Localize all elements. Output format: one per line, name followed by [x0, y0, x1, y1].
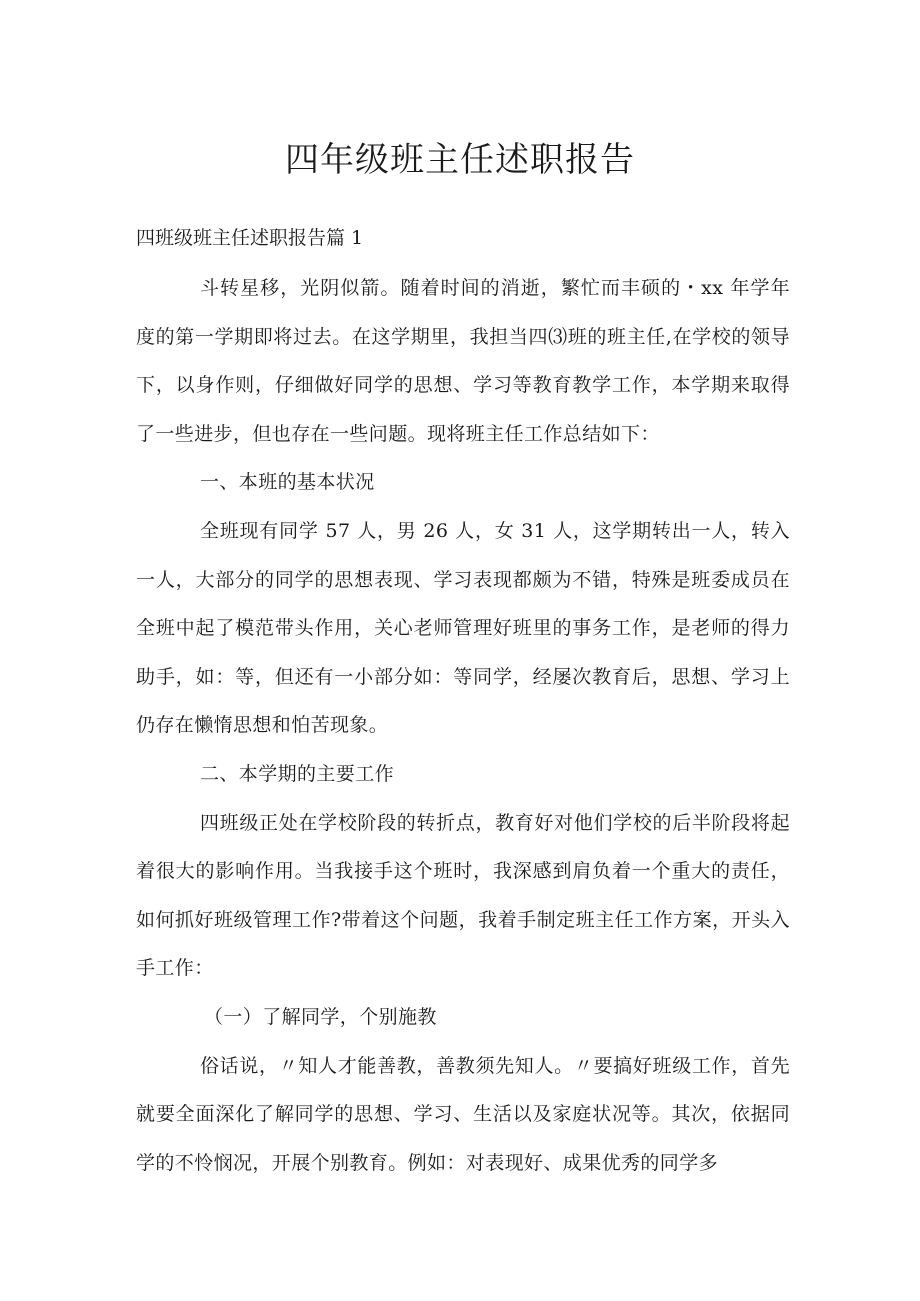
know-students-paragraph: 俗话说，〃知人才能善教，善教须先知人。〃要搞好班级工作，首先就要全面深化了解同学的思想、学习、生活以及家庭状况等。其次，依据同学的不怜悯况，开展个别教育。例如：对表现好、成果优秀的同学多 — [136, 1054, 790, 1174]
intro-paragraph: 斗转星移，光阴似箭。随着时间的消逝，繁忙而丰硕的・xx 年学年度的第一学期即将过去。在这学期里，我担当四⑶班的班主任,在学校的领导下，以身作则，仔细做好同学的思想、学习等教育教学工作，本学期来取得了一些进步，但也存在一些问题。现将班主任工作总结如下： — [136, 277, 790, 445]
section-heading-basic-situation: 一、本班的基本状况 — [200, 471, 375, 494]
section-heading-main-work: 二、本学期的主要工作 — [200, 762, 395, 785]
main-work-paragraph: 四班级正处在学校阶段的转折点，教育好对他们学校的后半阶段将起着很大的影响作用。当我接手这个班时，我深感到肩负着一个重大的责任，如何抓好班级管理工作?带着这个问题，我着手制定班主任工作方案，开头入手工作： — [136, 811, 790, 980]
document-title: 四年级班主任述职报告 — [285, 140, 635, 180]
document-body — [136, 264, 790, 1187]
class-situation-paragraph: 全班现有同学 57 人，男 26 人，女 31 人，这学期转出一人，转入一人，大部分的同学的思想表现、学习表现都颇为不错，特殊是班委成员在全班中起了模范带头作用，关心老师管理好班里的事务工作，是老师的得力助手，如：等，但还有一小部分如：等同学，经屡次教育后，思想、学习上仍存在懒惰思想和怕苦现象。 — [136, 519, 790, 737]
document-subtitle: 四班级班主任述职报告篇 1 — [136, 227, 364, 249]
subsection-heading-know-students: （一）了解同学，个别施教 — [204, 1005, 437, 1028]
